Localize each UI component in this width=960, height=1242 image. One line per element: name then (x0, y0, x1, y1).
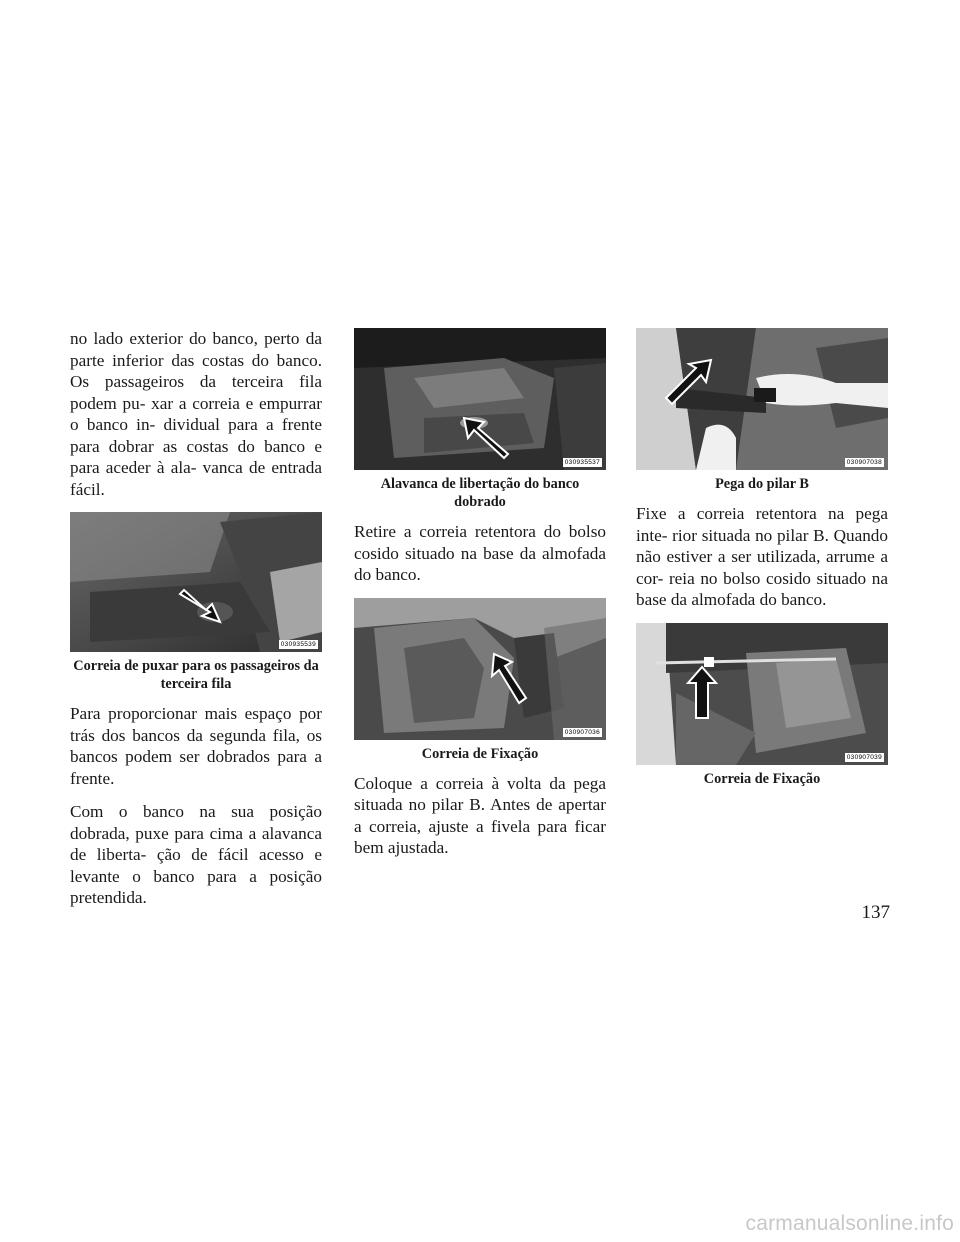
paragraph-folded-position: Com o banco na sua posição dobrada, puxe para cima a alavanca de liberta- ção de fácil acesso e levante o banco para a posição pretendida. (70, 802, 322, 907)
figure-code: 030907038 (846, 459, 882, 466)
figure-code: 030907036 (564, 728, 600, 736)
page-number: 137 (861, 902, 890, 923)
figure-caption: Correia de Fixação (421, 745, 539, 762)
figure-release-lever (354, 328, 606, 470)
seat-release-lever-illustration (354, 328, 606, 470)
figure-tether-strap-stowed (636, 623, 888, 765)
figure-code: 030935539 (280, 641, 316, 648)
paragraph-more-space: Para proporcionar mais espaço por trás dos bancos da segunda fila, os bancos podem ser dobrados para a frente. (70, 704, 322, 788)
paragraph-place-strap: Coloque a correia à volta da pega situada no pilar B. Antes de apertar a correia, ajuste a fivela para ficar bem ajustada. (354, 773, 606, 857)
paragraph-remove-strap: Retire a correia retentora do bolso cosido situado na base da almofada do banco. (354, 522, 606, 584)
figure-caption: Pega do pilar B (715, 476, 809, 492)
figure-caption: Alavanca de libertação do banco dobrado (380, 476, 580, 510)
figure-caption: Correia de puxar para os passageiros da terceira fila (73, 658, 319, 692)
right-column (636, 328, 888, 798)
figure-code: 030907039 (846, 753, 882, 761)
figure-caption: Correia de Fixação (703, 770, 821, 787)
watermark: carmanualsonline.info (745, 1212, 954, 1235)
figure-pull-strap (70, 512, 322, 652)
figure-tether-strap (354, 598, 606, 740)
figure-code: 030935537 (564, 459, 600, 466)
seat-pull-strap-illustration (70, 512, 322, 652)
left-column (70, 328, 322, 921)
middle-column (354, 328, 606, 871)
paragraph-pull-strap-intro: no lado exterior do banco, perto da parte inferior das costas do banco. Os passageiros da terceira fila podem pu- xar a correia e empurrar o banco in- dividual para a frente para dobrar as costas do banco e para aceder à ala- vanca de entrada fácil. (70, 329, 322, 499)
b-pillar-handle-illustration (636, 328, 888, 470)
tether-strap-stowed-illustration (636, 623, 888, 765)
figure-b-pillar-handle (636, 328, 888, 470)
tether-strap-illustration (354, 598, 606, 740)
paragraph-attach-strap: Fixe a correia retentora na pega inte- rior situada no pilar B. Quando não estiver a ser utilizada, arrume a cor- reia no bolso cosido situado na base da almofada do banco. (636, 504, 888, 609)
